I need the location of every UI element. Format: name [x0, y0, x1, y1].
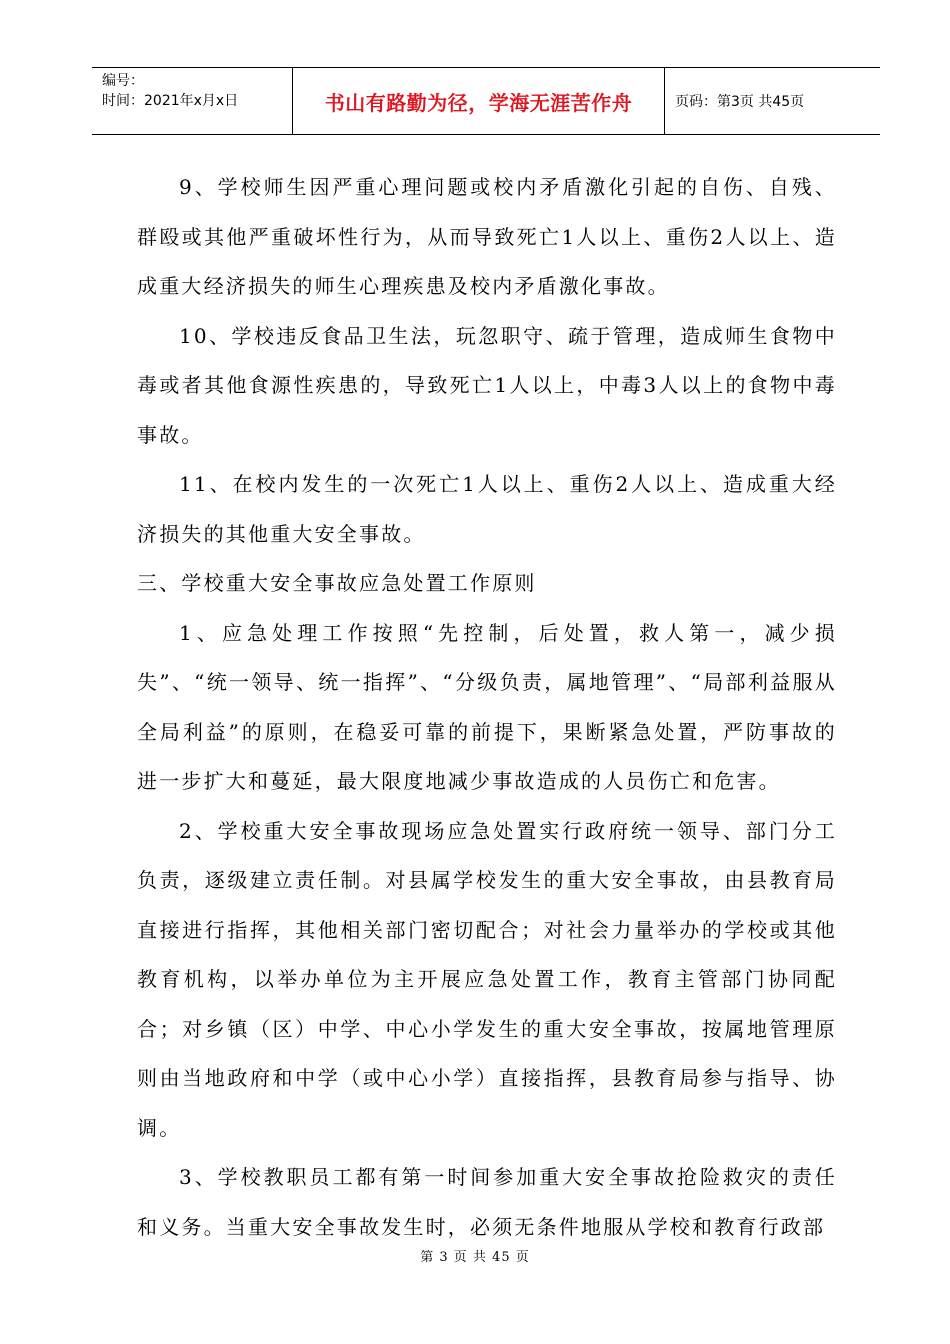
paragraph-principle-1: 1、应急处理工作按照“先控制，后处置，救人第一，减少损失”、“统一领导、统一指挥”、“分级负责，属地管理”、“局部利益服从全局利益”的原则，在稳妥可靠的前提下，果断紧急处置，严防事故的进一步扩大和蔓延，最大限度地减少事故造成的人员伤亡和危害。: [137, 620, 837, 793]
paragraph-principle-2: 2、学校重大安全事故现场应急处置实行政府统一领导、部门分工负责，逐级建立责任制。对县属学校发生的重大安全事故，由县教育局直接进行指挥，其他相关部门密切配合；对社会力量举办的学校或其他教育机构，以举办单位为主开展应急处置工作，教育主管部门协同配合；对乡镇（区）中学、中心小学发生的重大安全事故，按属地管理原则由当地政府和中学（或中心小学）直接指挥，县教育局参与指导、协调。: [137, 818, 837, 1140]
paragraph-principle-3: 3、学校教职员工都有第一时间参加重大安全事故抢险救灾的责任和义务。当重大安全事故发生时，必须无条件地服从学校和教育行政部: [137, 1165, 837, 1239]
header-page-number: 页码：第3页 共45页: [675, 94, 805, 110]
paragraph-item-11: 11、在校内发生的一次死亡1人以上、重伤2人以上、造成重大经济损失的其他重大安全事故。: [137, 472, 837, 546]
section-heading-3: 三、学校重大安全事故应急处置工作原则: [137, 571, 537, 595]
header-motto: 书山有路勤为径，学海无涯苦作舟: [293, 68, 665, 134]
document-time-label: 时间：2021年x月x日: [102, 93, 239, 109]
paragraph-item-9: 9、学校师生因严重心理问题或校内矛盾激化引起的自伤、自残、群殴或其他严重破坏性行为，从而导致死亡1人以上、重伤2人以上、造成重大经济损失的师生心理疾患及校内矛盾激化事故。: [137, 175, 837, 298]
document-body: [137, 163, 837, 1252]
page-header: [92, 67, 880, 135]
paragraph-item-10: 10、学校违反食品卫生法，玩忽职守、疏于管理，造成师生食物中毒或者其他食源性疾患的，导致死亡1人以上，中毒3人以上的食物中毒事故。: [137, 323, 837, 447]
document-number-label: 编号：: [102, 73, 144, 89]
header-meta: [92, 68, 293, 134]
page-footer: 第 3 页 共 45 页: [420, 1250, 530, 1265]
